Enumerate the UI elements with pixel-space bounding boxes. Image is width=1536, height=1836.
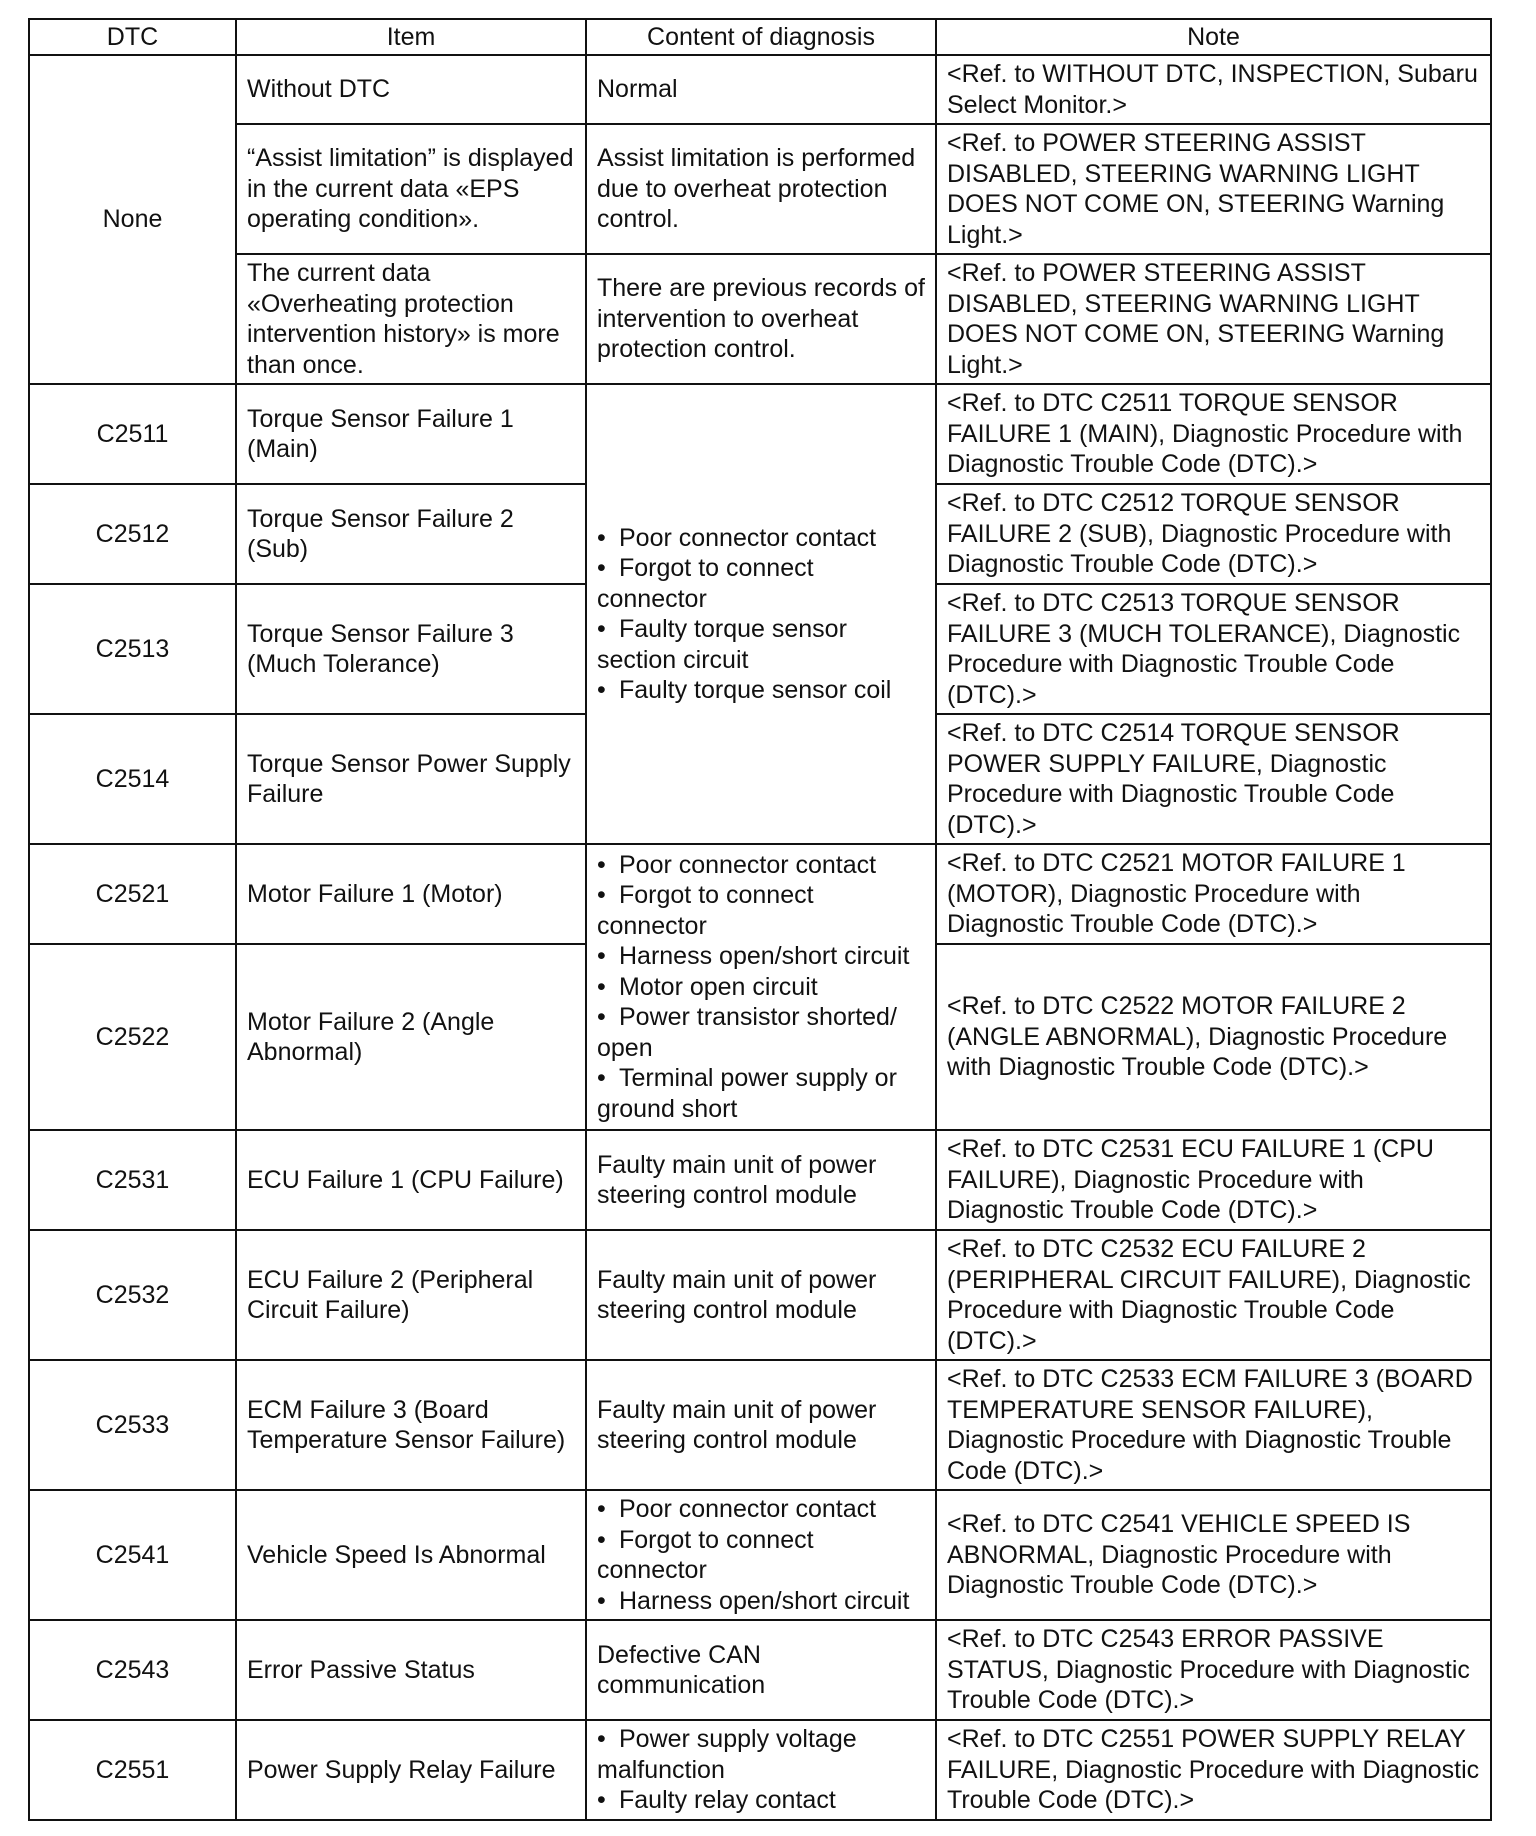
note-cell: <Ref. to DTC C2532 ECU FAILURE 2 (PERIPHERAL CIRCUIT FAILURE), Diagnostic Procedure with Diagnostic Trouble Code (DTC).> [936, 1230, 1491, 1360]
content-cell: Faulty main unit of power steering control module [586, 1230, 936, 1360]
content-cell [586, 1490, 936, 1620]
table-row [29, 1130, 1491, 1230]
note-cell: <Ref. to DTC C2541 VEHICLE SPEED IS ABNORMAL, Diagnostic Procedure with Diagnostic Trouble Code (DTC).> [936, 1490, 1491, 1620]
table-row [29, 384, 1491, 484]
item-cell: ECM Failure 3 (Board Temperature Sensor Failure) [236, 1360, 586, 1490]
list-item: • Power transistor shorted/ open [597, 1002, 925, 1063]
table-row [29, 844, 1491, 944]
item-cell: Torque Sensor Power Supply Failure [236, 714, 586, 844]
content-cell: Defective CAN communication [586, 1620, 936, 1720]
dtc-table [28, 18, 1492, 1821]
dtc-code: C2533 [29, 1360, 236, 1490]
list-item: • Poor connector contact [597, 1494, 925, 1525]
list-item: • Power supply voltage malfunction [597, 1724, 925, 1785]
list-item: • Motor open circuit [597, 972, 925, 1003]
content-bullet-list [597, 850, 925, 1125]
note-cell: <Ref. to WITHOUT DTC, INSPECTION, Subaru Select Monitor.> [936, 55, 1491, 124]
item-cell: Vehicle Speed Is Abnormal [236, 1490, 586, 1620]
note-cell: <Ref. to DTC C2513 TORQUE SENSOR FAILURE 3 (MUCH TOLERANCE), Diagnostic Procedure with Diagnostic Trouble Code (DTC).> [936, 584, 1491, 714]
note-cell: <Ref. to DTC C2533 ECM FAILURE 3 (BOARD TEMPERATURE SENSOR FAILURE), Diagnostic Procedure with Diagnostic Trouble Code (DTC).> [936, 1360, 1491, 1490]
content-cell [586, 844, 936, 1130]
note-cell: <Ref. to DTC C2531 ECU FAILURE 1 (CPU FAILURE), Diagnostic Procedure with Diagnostic Trouble Code (DTC).> [936, 1130, 1491, 1230]
content-bullet-list [597, 1724, 925, 1816]
list-item: • Faulty torque sensor coil [597, 675, 925, 706]
table-row [29, 1230, 1491, 1360]
content-cell: Assist limitation is performed due to overheat protection control. [586, 124, 936, 254]
list-item: • Harness open/short circuit [597, 1586, 925, 1617]
dtc-code: C2532 [29, 1230, 236, 1360]
content-bullet-list [597, 1494, 925, 1616]
item-cell: Torque Sensor Failure 3 (Much Tolerance) [236, 584, 586, 714]
item-cell: Torque Sensor Failure 1 (Main) [236, 384, 586, 484]
note-cell: <Ref. to POWER STEERING ASSIST DISABLED, STEERING WARNING LIGHT DOES NOT COME ON, STEERING Warning Light.> [936, 124, 1491, 254]
note-cell: <Ref. to DTC C2514 TORQUE SENSOR POWER SUPPLY FAILURE, Diagnostic Procedure with Diagnostic Trouble Code (DTC).> [936, 714, 1491, 844]
table-row [29, 124, 1491, 254]
table-row [29, 1720, 1491, 1820]
list-item: • Forgot to connect connector [597, 1525, 925, 1586]
table-row [29, 1620, 1491, 1720]
dtc-code: C2514 [29, 714, 236, 844]
item-cell: The current data «Overheating protection intervention history» is more than once. [236, 254, 586, 384]
item-cell: Error Passive Status [236, 1620, 586, 1720]
dtc-code: C2551 [29, 1720, 236, 1820]
header-item: Item [236, 19, 586, 55]
item-cell: ECU Failure 1 (CPU Failure) [236, 1130, 586, 1230]
list-item: • Faulty relay contact [597, 1785, 925, 1816]
dtc-code: C2521 [29, 844, 236, 944]
header-row [29, 19, 1491, 55]
item-cell: Power Supply Relay Failure [236, 1720, 586, 1820]
content-cell: Faulty main unit of power steering control module [586, 1360, 936, 1490]
list-item: • Forgot to connect connector [597, 553, 925, 614]
content-cell: There are previous records of intervention to overheat protection control. [586, 254, 936, 384]
item-cell: “Assist limitation” is displayed in the current data «EPS operating condition». [236, 124, 586, 254]
content-cell: Faulty main unit of power steering control module [586, 1130, 936, 1230]
item-cell: Torque Sensor Failure 2 (Sub) [236, 484, 586, 584]
item-cell: ECU Failure 2 (Peripheral Circuit Failure) [236, 1230, 586, 1360]
item-cell: Motor Failure 2 (Angle Abnormal) [236, 944, 586, 1130]
note-cell: <Ref. to DTC C2522 MOTOR FAILURE 2 (ANGLE ABNORMAL), Diagnostic Procedure with Diagnostic Trouble Code (DTC).> [936, 944, 1491, 1130]
note-cell: <Ref. to DTC C2551 POWER SUPPLY RELAY FAILURE, Diagnostic Procedure with Diagnostic Trouble Code (DTC).> [936, 1720, 1491, 1820]
dtc-code: C2543 [29, 1620, 236, 1720]
list-item: • Harness open/short circuit [597, 941, 925, 972]
table-row [29, 254, 1491, 384]
note-cell: <Ref. to DTC C2512 TORQUE SENSOR FAILURE 2 (SUB), Diagnostic Procedure with Diagnostic Trouble Code (DTC).> [936, 484, 1491, 584]
header-content: Content of diagnosis [586, 19, 936, 55]
table-row [29, 1490, 1491, 1620]
dtc-code: None [29, 55, 236, 384]
item-cell: Without DTC [236, 55, 586, 124]
table-row [29, 1360, 1491, 1490]
note-cell: <Ref. to DTC C2521 MOTOR FAILURE 1 (MOTOR), Diagnostic Procedure with Diagnostic Trouble Code (DTC).> [936, 844, 1491, 944]
content-cell [586, 1720, 936, 1820]
note-cell: <Ref. to POWER STEERING ASSIST DISABLED, STEERING WARNING LIGHT DOES NOT COME ON, STEERING Warning Light.> [936, 254, 1491, 384]
list-item: • Forgot to connect connector [597, 880, 925, 941]
list-item: • Terminal power supply or ground short [597, 1063, 925, 1124]
dtc-code: C2531 [29, 1130, 236, 1230]
list-item: • Poor connector contact [597, 850, 925, 881]
header-dtc: DTC [29, 19, 236, 55]
content-cell [586, 384, 936, 844]
table-row [29, 55, 1491, 124]
dtc-code: C2513 [29, 584, 236, 714]
dtc-code: C2511 [29, 384, 236, 484]
header-note: Note [936, 19, 1491, 55]
dtc-code: C2541 [29, 1490, 236, 1620]
content-bullet-list [597, 523, 925, 706]
list-item: • Faulty torque sensor section circuit [597, 614, 925, 675]
list-item: • Poor connector contact [597, 523, 925, 554]
dtc-code: C2512 [29, 484, 236, 584]
note-cell: <Ref. to DTC C2543 ERROR PASSIVE STATUS, Diagnostic Procedure with Diagnostic Trouble Code (DTC).> [936, 1620, 1491, 1720]
dtc-code: C2522 [29, 944, 236, 1130]
item-cell: Motor Failure 1 (Motor) [236, 844, 586, 944]
content-cell: Normal [586, 55, 936, 124]
note-cell: <Ref. to DTC C2511 TORQUE SENSOR FAILURE 1 (MAIN), Diagnostic Procedure with Diagnostic Trouble Code (DTC).> [936, 384, 1491, 484]
